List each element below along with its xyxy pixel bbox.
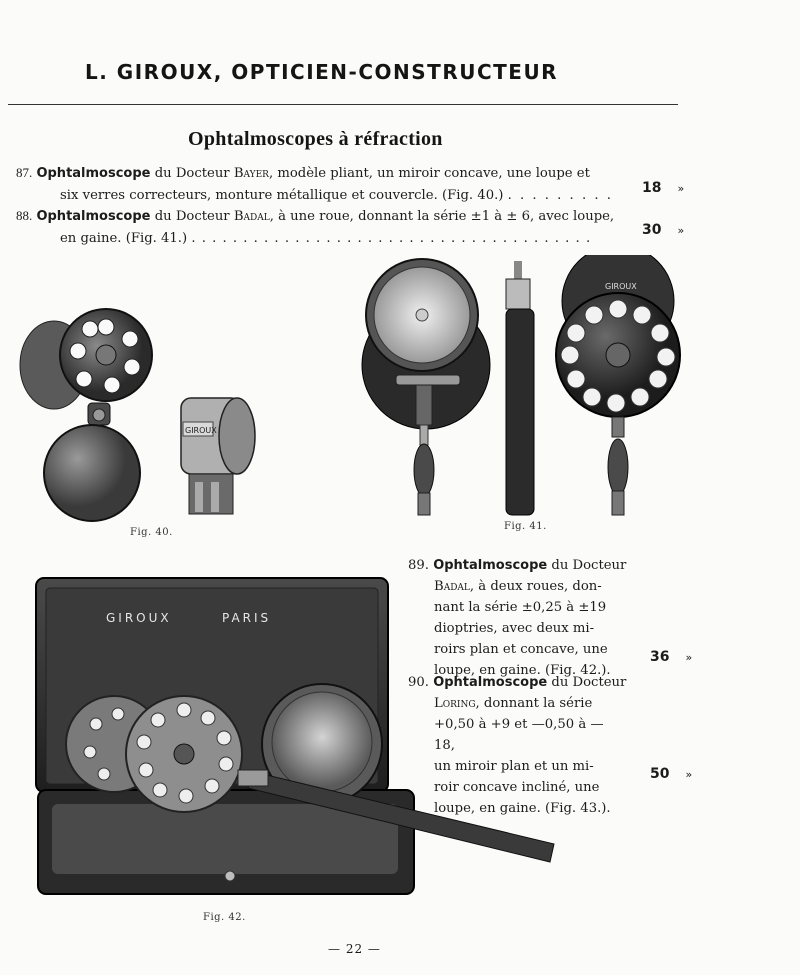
figure-42-caption: Fig. 42.: [203, 912, 246, 923]
currency-mark: »: [685, 651, 693, 664]
item-text: du Docteur: [154, 209, 230, 224]
catalog-item-88: [16, 205, 616, 250]
price-90: [650, 766, 692, 782]
currency-mark: »: [685, 768, 693, 781]
leader-dots: . . . . . . . . . . . . . . . . . . . . . . . . . . . . . . . . . . . . . . .: [191, 231, 592, 246]
figure-40-illustration: [14, 305, 174, 525]
item-text: roir concave incliné, une: [434, 780, 600, 795]
price-value: 36: [650, 649, 670, 665]
case-brand-left: GIROUX: [106, 611, 172, 625]
item-number: 88.: [16, 208, 33, 223]
item-text: , à une roue, donnant la série ±1 à ± 6, avec loupe,: [269, 209, 615, 224]
catalog-item-90: [408, 672, 627, 819]
item-name: Ophtalmoscope: [433, 675, 548, 690]
figure-40-side-view: [175, 392, 265, 522]
item-name: Ophtalmoscope: [36, 166, 151, 181]
price-88: [642, 222, 684, 238]
figure-41-caption: Fig. 41.: [504, 521, 547, 532]
item-text: du Docteur: [154, 166, 230, 181]
item-name: Ophtalmoscope: [36, 209, 151, 224]
case-brand-right: PARIS: [222, 611, 272, 625]
item-text: en gaine. (Fig. 41.): [60, 231, 188, 246]
header-rule: [8, 104, 678, 105]
item-text: loupe, en gaine. (Fig. 43.).: [434, 801, 611, 816]
currency-mark: »: [677, 224, 685, 237]
price-value: 18: [642, 180, 662, 196]
item-number: 87.: [16, 165, 33, 180]
item-text: roirs plan et concave, une: [434, 642, 608, 657]
catalog-item-89: [408, 555, 627, 681]
item-text: dioptries, avec deux mi-: [434, 621, 595, 636]
section-title: Ophtalmoscopes à réfraction: [188, 128, 443, 150]
page-header-title: L. GIROUX, OPTICIEN-CONSTRUCTEUR: [85, 60, 559, 84]
item-text: nant la série ±0,25 à ±19: [434, 600, 607, 615]
price-89: [650, 649, 692, 665]
price-value: 30: [642, 222, 662, 238]
item-text: loupe, en gaine. (Fig. 42.).: [434, 663, 611, 678]
item-doctor: Badal: [434, 579, 470, 594]
item-doctor: Loring: [434, 696, 476, 711]
item-text: , à deux roues, don-: [469, 579, 602, 594]
figure-41-illustration: [360, 255, 690, 525]
item-number: 90.: [408, 675, 429, 690]
item-text: du Docteur: [551, 675, 627, 690]
item-text: +0,50 à +9 et —0,50 à —18,: [434, 717, 604, 753]
item-text: un miroir plan et un mi-: [434, 759, 594, 774]
fig41-brand-text: GIROUX: [605, 282, 637, 291]
item-text: six verres correcteurs, monture métallique et couvercle. (Fig. 40.): [60, 188, 504, 203]
item-doctor: Bayer: [233, 166, 269, 181]
price-87: [642, 180, 684, 196]
catalog-item-87: [16, 162, 616, 207]
item-text: , modèle pliant, un miroir concave, une loupe et: [268, 166, 590, 181]
currency-mark: »: [677, 182, 685, 195]
page-number: — 22 —: [328, 942, 381, 956]
item-doctor: Badal: [233, 209, 270, 224]
fig40-brand-text: GIROUX: [185, 426, 217, 435]
item-text: , donnant la série: [475, 696, 593, 711]
leader-dots: . . . . . . . . .: [507, 188, 613, 203]
figure-40-caption: Fig. 40.: [130, 527, 173, 538]
item-name: Ophtalmoscope: [433, 558, 548, 573]
price-value: 50: [650, 766, 670, 782]
item-number: 89.: [408, 558, 429, 573]
item-text: du Docteur: [551, 558, 627, 573]
